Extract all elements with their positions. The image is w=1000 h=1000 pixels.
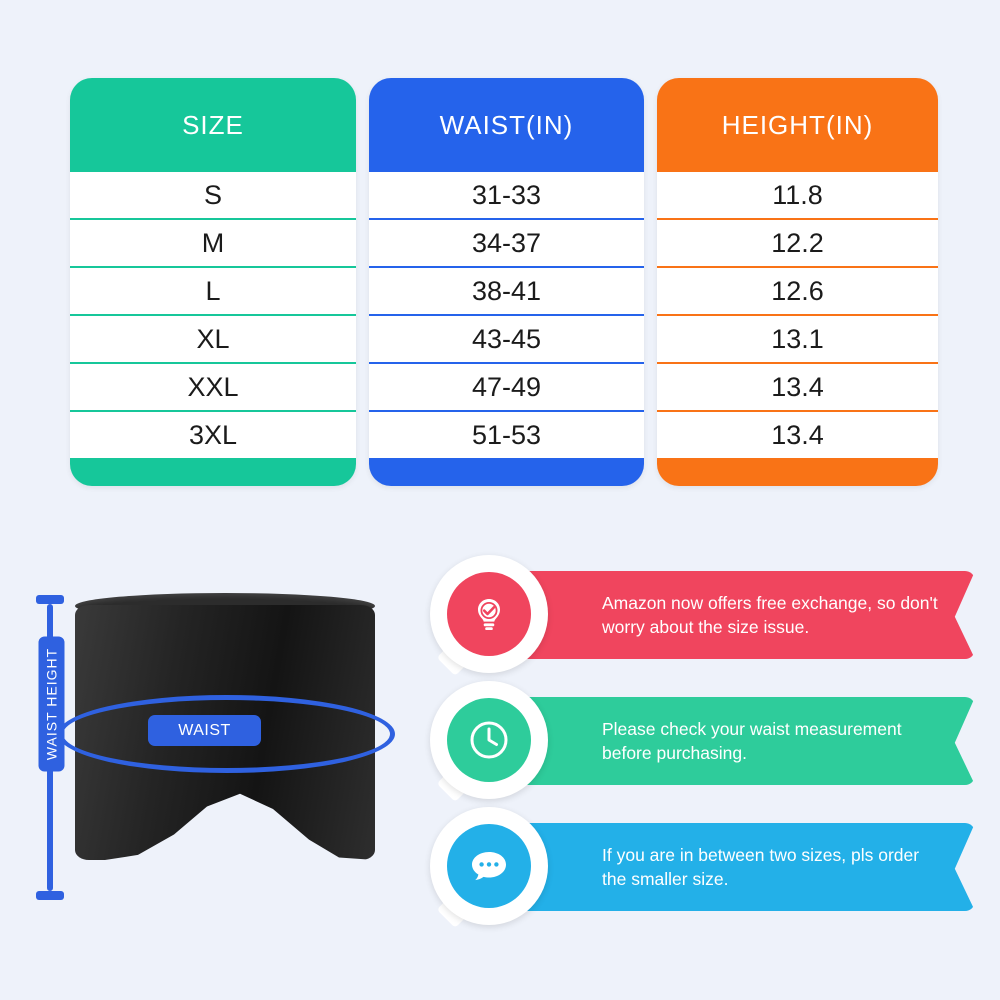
table-cell: 38-41 bbox=[369, 268, 644, 314]
waist-label: WAIST bbox=[148, 715, 261, 746]
note-text: Amazon now offers free exchange, so don't worry about the size issue. bbox=[602, 592, 938, 637]
column-body-height bbox=[657, 172, 938, 486]
table-cell: 13.1 bbox=[657, 316, 938, 362]
column-header-size: SIZE bbox=[182, 109, 244, 140]
table-cell: 12.6 bbox=[657, 268, 938, 314]
note-icon-bubble bbox=[430, 555, 548, 673]
table-cell: S bbox=[70, 172, 356, 218]
table-cell: 12.2 bbox=[657, 220, 938, 266]
column-body-waist bbox=[369, 172, 644, 486]
size-chart-table bbox=[70, 78, 935, 486]
clock-icon bbox=[447, 698, 531, 782]
note-item bbox=[430, 807, 975, 925]
column-body-size bbox=[70, 172, 356, 486]
table-cell: 11.8 bbox=[657, 172, 938, 218]
table-cell: XXL bbox=[70, 364, 356, 410]
size-column bbox=[70, 78, 356, 486]
ruler-cap-top bbox=[36, 595, 64, 604]
height-column bbox=[657, 78, 938, 486]
note-text: Please check your waist measurement before purchasing. bbox=[602, 718, 902, 763]
table-cell: 51-53 bbox=[369, 412, 644, 458]
notes-list bbox=[430, 555, 975, 933]
chat-bubble-icon bbox=[447, 824, 531, 908]
table-cell: 34-37 bbox=[369, 220, 644, 266]
table-cell: XL bbox=[70, 316, 356, 362]
note-item bbox=[430, 555, 975, 673]
table-cell: 31-33 bbox=[369, 172, 644, 218]
waist-column bbox=[369, 78, 644, 486]
table-cell: L bbox=[70, 268, 356, 314]
table-cell: M bbox=[70, 220, 356, 266]
ruler-cap-bottom bbox=[36, 891, 64, 900]
waist-height-label: WAIST HEIGHT bbox=[39, 637, 65, 772]
table-cell: 13.4 bbox=[657, 364, 938, 410]
note-icon-bubble bbox=[430, 681, 548, 799]
lightbulb-check-icon bbox=[447, 572, 531, 656]
table-cell: 43-45 bbox=[369, 316, 644, 362]
table-cell: 13.4 bbox=[657, 412, 938, 458]
note-text: If you are in between two sizes, pls order the smaller size. bbox=[602, 844, 920, 889]
waist-height-ruler bbox=[30, 595, 70, 900]
table-cell: 3XL bbox=[70, 412, 356, 458]
column-header-waist: WAIST(IN) bbox=[439, 109, 574, 140]
table-cell: 47-49 bbox=[369, 364, 644, 410]
note-item bbox=[430, 681, 975, 799]
note-icon-bubble bbox=[430, 807, 548, 925]
column-header-height: HEIGHT(IN) bbox=[721, 109, 874, 140]
product-illustration bbox=[20, 560, 420, 980]
